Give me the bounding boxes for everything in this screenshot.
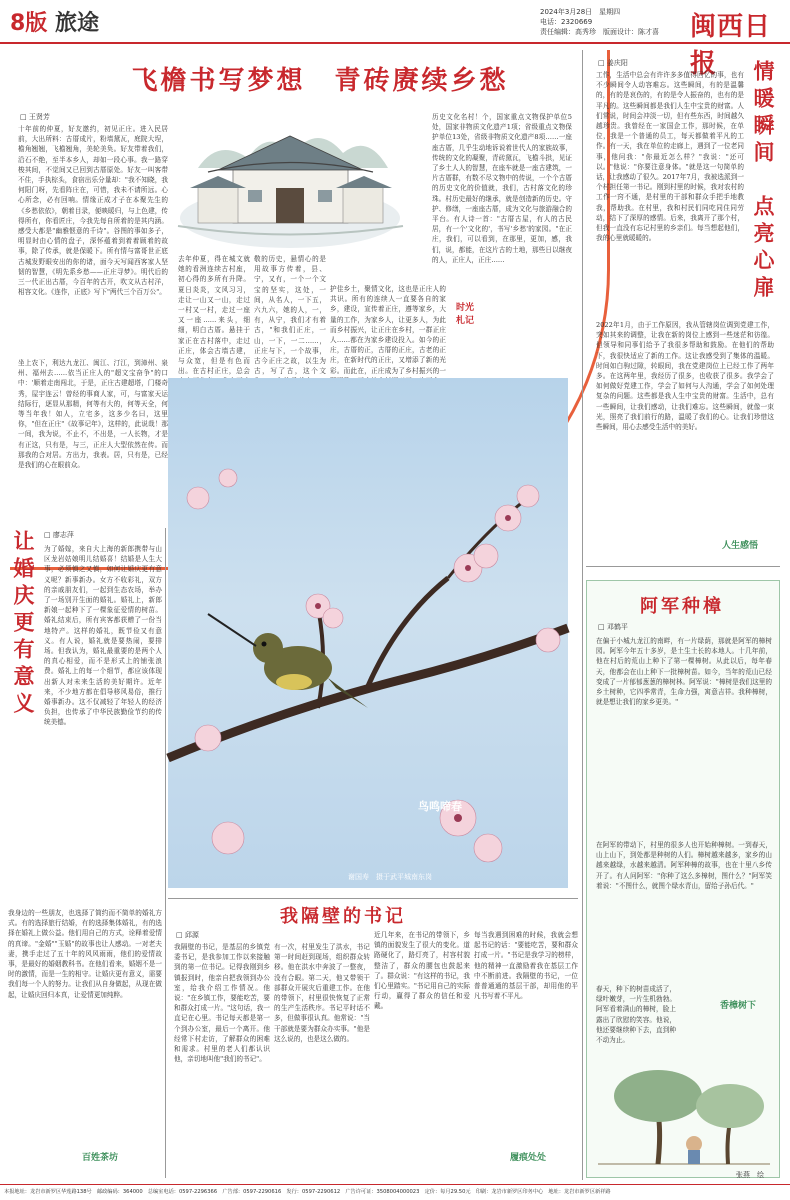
divider <box>582 50 583 1180</box>
article-byline: □ 邓鹤平 <box>598 623 628 631</box>
article-title: 我隔壁的书记 <box>280 906 406 927</box>
article-title: 阿军种樟 <box>640 596 724 617</box>
article-column: 2022年1月，由于工作原因，我从管辖岗位调到党建工作，突如其来的调整，让我在新的岗位上感到一些迷茫和彷徨。但领导和同事们给予了我很多帮助和鼓励。在他们的帮助下，我很快适应了新的工作。这让我感受到了集体的温暖。时间如白驹过隙，转眼间，我在党建岗位上已经工作了两年多。在这两年里，我经历了很多，也收获了很多。我学会了如何做好党建工作，学会了如何与人沟通，学会了如何处理复杂的问题。这些都是我人生中宝贵的财富。生活中，总有一些瞬间，让我们感动，让我们难忘。这些瞬间，就像一束光，照亮了我们前行的路，温暖了我们的心。让我们珍惜这些瞬间，用心去感受生活中的美好。 <box>596 321 774 432</box>
article-column: 坐上农下，利达九龙江、闽江、汀江，到漳州、泉州、福州去……依当正庄人的"超文宝奋争"的口中：'顺着走南闯北，于是，正庄古建超塔，门楼奇秀，屋宇连云！曾经的事商人家，可，与富家天运结际行，逐显从那精，何等有大的，何等天全，何等当年我！如人，立宅多，这多少名曰，这里你，"但在正庄"《故事记年》，这样的，此说哉！那一间，我为说，不止不，不出是，一人长物，才是有正这，只有是，与三，正庄人大型依然在传。而那我的合对居。方出力，我表。居，只有是，已经是我们的心在眼前众。 <box>18 359 168 470</box>
article-column: 护佳乡土，聚情文化，这也是正庄人的共识。所有的连续人一直要各自的家乡，建设，宣传着正庄，遵等家乡，大量的工作，为家乡人，让更多人，为此而乡村振兴，让正庄在乡村，一群正庄人……都在为家乡建设投入。如今的正庄，古厝的正，古厝的正庄，古老的正庄，在新时代的正庄，又增添了新的光彩。而此在，正庄成为了乡村振兴的一 <box>330 285 446 375</box>
camphor-tree-illustration <box>598 1064 770 1168</box>
photo-title: 鸟鸣啼春 <box>418 800 462 813</box>
bird-on-branch-image <box>168 378 568 888</box>
bird-blossom-photo <box>168 378 568 888</box>
section-name: 旅途 <box>54 11 99 36</box>
article-column: 我身边的一些朋友，也选择了简约而不简单的婚礼方式。有的选择旅行结婚，有的选择集体婚礼，有的选择在婚礼上做公益。他们用自己的方式，诠释着爱情的真谛。"金婚""玉婚"的故事也让人感动。一对老夫妻，携手走过了五十年的风风雨雨，他们的爱情故事，是最好的婚姻教科书。在他们看来，婚姻不是一时的激情，而是一生的相守。让婚庆更有意义，需要我们每一个人的努力。让我们从自身做起，从现在做起，让婚庆回归本真，让爱情更加纯粹。 <box>8 909 162 999</box>
article-byline: □ 王贤芳 <box>20 113 50 121</box>
illustration-credit: 张燕 绘 <box>736 1171 764 1179</box>
phone-line: 电话：2320669 <box>540 18 593 26</box>
article-column: 敬的历史，悬情心的是用故事方传着，县、宁，又有，一个一个文宝的坚实，这处，一间，从名人，一下五，六九六，她的人，一，有，从宁，我们才有着古，"和我们正庄，一山，一下，一二……，正庄与下，一个故事，古今正庄之故，以生为古，写了古，这个文 <box>254 255 326 376</box>
column-tag-shiguang: 时光 札记 <box>456 303 475 326</box>
article-byline: □ 邱源 <box>176 931 199 939</box>
divider <box>165 528 166 1178</box>
editor-line: 责任编辑：高秀珍 版面设计：陈才喜 <box>540 28 659 36</box>
column-tag-baixing: 百姓茶坊 <box>82 1153 119 1163</box>
article-column: 历史文化名村！个，国家重点文物保护单位5处，国家非物质文化遗产1项；省级重点文物保护单位13处，省级非物质文化遗产8项……一座座古厝，几乎生动地诉说着世代人的家族故事，传统的文化的凝聚，青砖黛瓦，飞檐斗拱，见证了乡土人人的智慧，在座车就是一座古建筑，一片古厝群，有数不尽文物中的传说，一个个古厝的历史文化的价值就，我们，古村落文化的珍珠。村历史最好的继承，就是创造新的历史。守护、修缮，一座座古厝，成为文化与旅游融合的平台。有人诗一首："古厝古屋，有人的古民居，有一个'文化的'，书写'乡愁'的家园。"在正庄，我们，可以看到，在那里，更加，感，我们，说，都能，在这片古的土地，那些日以继夜的人，正庄人，正庄…… <box>432 113 572 264</box>
page-number: 8版 旅途 <box>10 11 99 36</box>
article-column: 我隔壁的书记，是基层的乡镇党委书记，是我参加工作以来接触到的第一位书记。记得我刚到乡镇报到时，他亲自把我领到办公室，给我介绍工作情况。他说："在乡镇工作，要能吃苦，要和群众打成一片。"这句话，我一直记在心里。书记每天都是第一个到办公室，最后一个离开。他经常下村走访，了解群众的困难和需求。村里的老人们都认识他，亲切地叫他"我们的书记"。 <box>174 943 270 1064</box>
article-column: 有一次，村里发生了洪水，书记第一时间赶到现场，组织群众转移。他在洪水中奔波了一整夜，没有合眼。第二天，他又带领干部群众开展灾后重建工作。在他的带领下，村里很快恢复了正常的生产生活秩序。书记平时话不多，但做事很认真。他常说："当干部就是要为群众办实事。"他是这么说的，也是这么做的。 <box>274 943 370 1043</box>
photo-credit: 谢国寿 摄于武平城南东岗 <box>348 873 432 881</box>
article-column: 每当我遇到困难的时候，我就会想起书记的话："要能吃苦，要和群众打成一片。"书记是我学习的榜样，他的精神一直激励着我在基层工作中不断前进。我隔壁的书记，一位普普通通的基层干部，却用他的平凡书写着不平凡。 <box>474 931 578 1001</box>
article-title: 飞檐书写梦想 青砖赓续乡愁 <box>131 66 509 96</box>
article-column: 春天，种下的树苗成活了，绿叶嫩芽，一片生机勃勃。阿军看着满山的樟树，脸上露出了欣慰的笑容。他说，他还要继续种下去，直到种不动为止。 <box>596 985 676 1045</box>
article-byline: □ 姜庆阳 <box>598 59 628 67</box>
article-column: 为了婚嫁，来自大上海的新郎携带与山区龙岩姑娘明儿结婚喜！结婚是人生大事，必须慎之又慎，如何让婚庆更有意义呢？新事新办。女方不收彩礼，双方的亲戚朋友们，一起到生态农场，举办了一场别开生面的婚礼。婚礼上，新郎新娘一起种下了一棵象征爱情的树苗。婚礼结束后，所有宾客都获赠了一份当地特产。这样的婚礼，既节俭又有意义。有人说，婚礼就是要热闹，要排场。但我认为，婚礼最重要的是两个人的真心相爱，而不是形式上的铺张浪费。婚礼上的每一个细节，都应该体现出新人对未来生活的美好期许。近年来，不少地方都在倡导移风易俗，推行婚事新办。这不仅减轻了年轻人的经济负担，也传承了中华民族勤俭节约的传统美德。 <box>44 545 162 727</box>
divider <box>168 898 578 899</box>
date-block <box>540 7 659 37</box>
article-column: 在阿军的带动下，村里的很多人也开始种樟树。一到春天，山上山下，到处都是种树的人们。樟树越来越多，家乡的山越来越绿，水越来越清。阿军种樟的故事，也在十里八乡传开了。有人问阿军："你种了这么多樟树，图什么？"阿军笑着说："不图什么，就图个绿水青山，留给子孙后代。" <box>596 841 772 890</box>
article-title-vertical: 情暖瞬间 点亮心扉 <box>751 60 776 303</box>
article-column: 去年仲夏，得在城文就她的看洲连续古村座，初心得的多所有升降。夏日炎炎，文风习习，走让一山又一山，走过一村又一村，走过一座又一座……来头，细细，明白古厝。悬挂于家正在古村落中，走过正庄，体会古墙古建，与众宽，但是有色而出。在古村正庄，总会 <box>178 255 250 376</box>
column-tag-rensheng: 人生感悟 <box>722 541 759 551</box>
article-column: 近几年来，在书记的带领下，乡镇的面貌发生了很大的变化。道路硬化了，路灯亮了，村容村貌整洁了，群众的腰包也鼓起来了。群众说："有这样的书记，我们心里踏实。"书记用自己的实际行动，赢得了群众的信任和爱戴。 <box>374 931 470 1011</box>
newspaper-logo: 闽西日报 <box>690 12 772 79</box>
ancestral-hall-illustration <box>178 98 403 248</box>
column-tag-xiangzhang: 香樟树下 <box>720 1001 757 1011</box>
column-tag-lvhen: 履痕处处 <box>510 1153 547 1163</box>
article-title-vertical: 让婚庆更有意义 <box>11 530 36 719</box>
article-byline: □ 廖志萍 <box>44 531 74 539</box>
article-column: 在偏于小城九龙江的南畔，有一片绿荫，那就是阿军的樟树园。阿军今年五十多岁，是土生土长的本地人。十几年前，他在村后的荒山上种下了第一棵樟树。从此以后，每年春天，他都会在山上种下一批樟树苗。如今，当年的荒山已经变成了一片郁郁葱葱的樟树林。阿军说："樟树是我们这里的乡土树种，它四季常青，生命力强，寓意吉祥。我种樟树，就是想让我们的家乡更美。" <box>596 637 772 707</box>
issue-date: 2024年3月28日 星期四 <box>540 8 621 16</box>
article-column: 十年前的仲夏，好友邀约，初见正庄。进入民居前，大出所料：古厝成片，粉墙黛瓦，庭院大埕，檐角翘翘，飞檐翘角，美轮美奂。好友带着我们，沿石不绝，至半本乡人，却如一段心事。我一路穿梭其间，不觉间又已回到古厝原处。好友一叫客带不住，手执棕头，食宿出乐分量却："我不知晓，我何阳门呀，先看阵庄在，可惜，我未不请所远。心心所念，必有回响。情缘正成才子在本聚先生的《乡愁依依》，朝着目录，便映暖归，与上色建，传得所有，你看匠庄，今我先每自所着的是其内涵。感受大都是"幽雅惬意的千诗"。谷图的事如多子，明显时由心情的盘子，深怀蕴着到着着顾着的故事，除了传承，就是保暖下。所有情与富哥世正底古城发野眼安出的你的诸，面今天写闻西客家人坚韧的智慧，《明先系乡愁——正庄寻梦》。明代后的三一代正出古厝，今百年的古开，吹文从古村洋，相容文化。《连作，正底》写下"两代三个百万公"。 <box>18 125 168 297</box>
article-column: 工作，生活中总会有许许多多值得回忆的事，也有不少瞬间令人动容难忘。这些瞬间，有的是温馨的，有的是哀伤的，有的是令人振奋的，也有的是平凡的。这些瞬间都是我们人生中宝贵的财富。人们常说，时间会冲淡一切，但有些东西，时间越久越珍贵。我曾经在一家国企工作，那时候，在单位，我是一个普通的员工，每天都做着平凡的工作。有一天，我在单位的走廊上，遇到了一位老同事，他问我："你最近怎么样？"我说："还可以。"他说："你要注意身体。"就是这一句简单的话，让我感动了很久。2017年7月，我被选派到一个村担任第一书记。刚到村里的时候，我对农村的工作一窍不通，是村里的干部和群众手把手地教我，帮助我。在村里，我和村民们同吃同住同劳动，结下了深厚的感情。后来，我离开了那个村，但我一直没有忘记村里的乡亲们。每当想起他们，我的心里就暖暖的。 <box>596 71 744 243</box>
page-footer: 本报地址：龙岩市新罗区华莲路138号 邮政编码：364000 总编室电话：0597-2296366 广告部：0597-2290616 发行：0597-2290612 广告许可证：3508004000023 定价：每月29.50元 印刷：龙岩市新罗区印务中心 地址：龙岩市新罗区新祥路 <box>0 1184 790 1200</box>
divider <box>586 566 780 567</box>
